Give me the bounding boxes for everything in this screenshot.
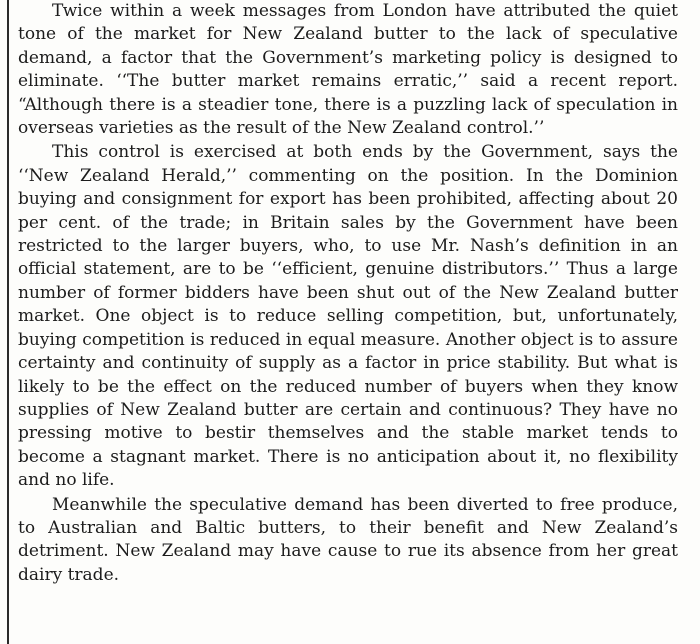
article-column: [18, 0, 678, 587]
column-rule: [7, 0, 9, 644]
paragraph-government-control: This control is exercised at both ends by the Government, says the ‘‘New Zealand Herald,’’ commenting on the position. In the Dominion buying and consignment for export has been prohibited, affecting about 20 per cent. of the trade; in Britain sales by the Government have been restricted to the larger buyers, who, to use Mr. Nash’s definition in an official statement, are to be ‘‘efficient, genuine distributors.’’ Thus a large number of former bidders have been shut out of the New Zealand butter market. One object is to reduce selling competition, but, unfortunately, buying competition is reduced in equal measure. Another object is to assure certainty and continuity of supply as a factor in price stability. But what is likely to be the effect on the reduced number of buyers when they know supplies of New Zealand butter are certain and continuous? They have no pressing motive to bestir themselves and the stable market tends to become a stagnant market. There is no anticipation about it, no flexibility and no life.: [18, 142, 678, 491]
paragraph-speculative-demand: Twice within a week messages from London have attributed the quiet tone of the market for New Zealand butter to the lack of speculative demand, a factor that the Government’s marketing policy is designed to eliminate. ‘‘The butter market remains erratic,’’ said a recent report. “Although there is a steadier tone, there is a puzzling lack of speculation in overseas varieties as the result of the New Zealand control.’’: [18, 1, 678, 139]
paragraph-free-produce: Meanwhile the speculative demand has been diverted to free produce, to Australian and Baltic butters, to their benefit and New Zealand’s detriment. New Zealand may have cause to rue its absence from her great dairy trade.: [18, 494, 678, 585]
